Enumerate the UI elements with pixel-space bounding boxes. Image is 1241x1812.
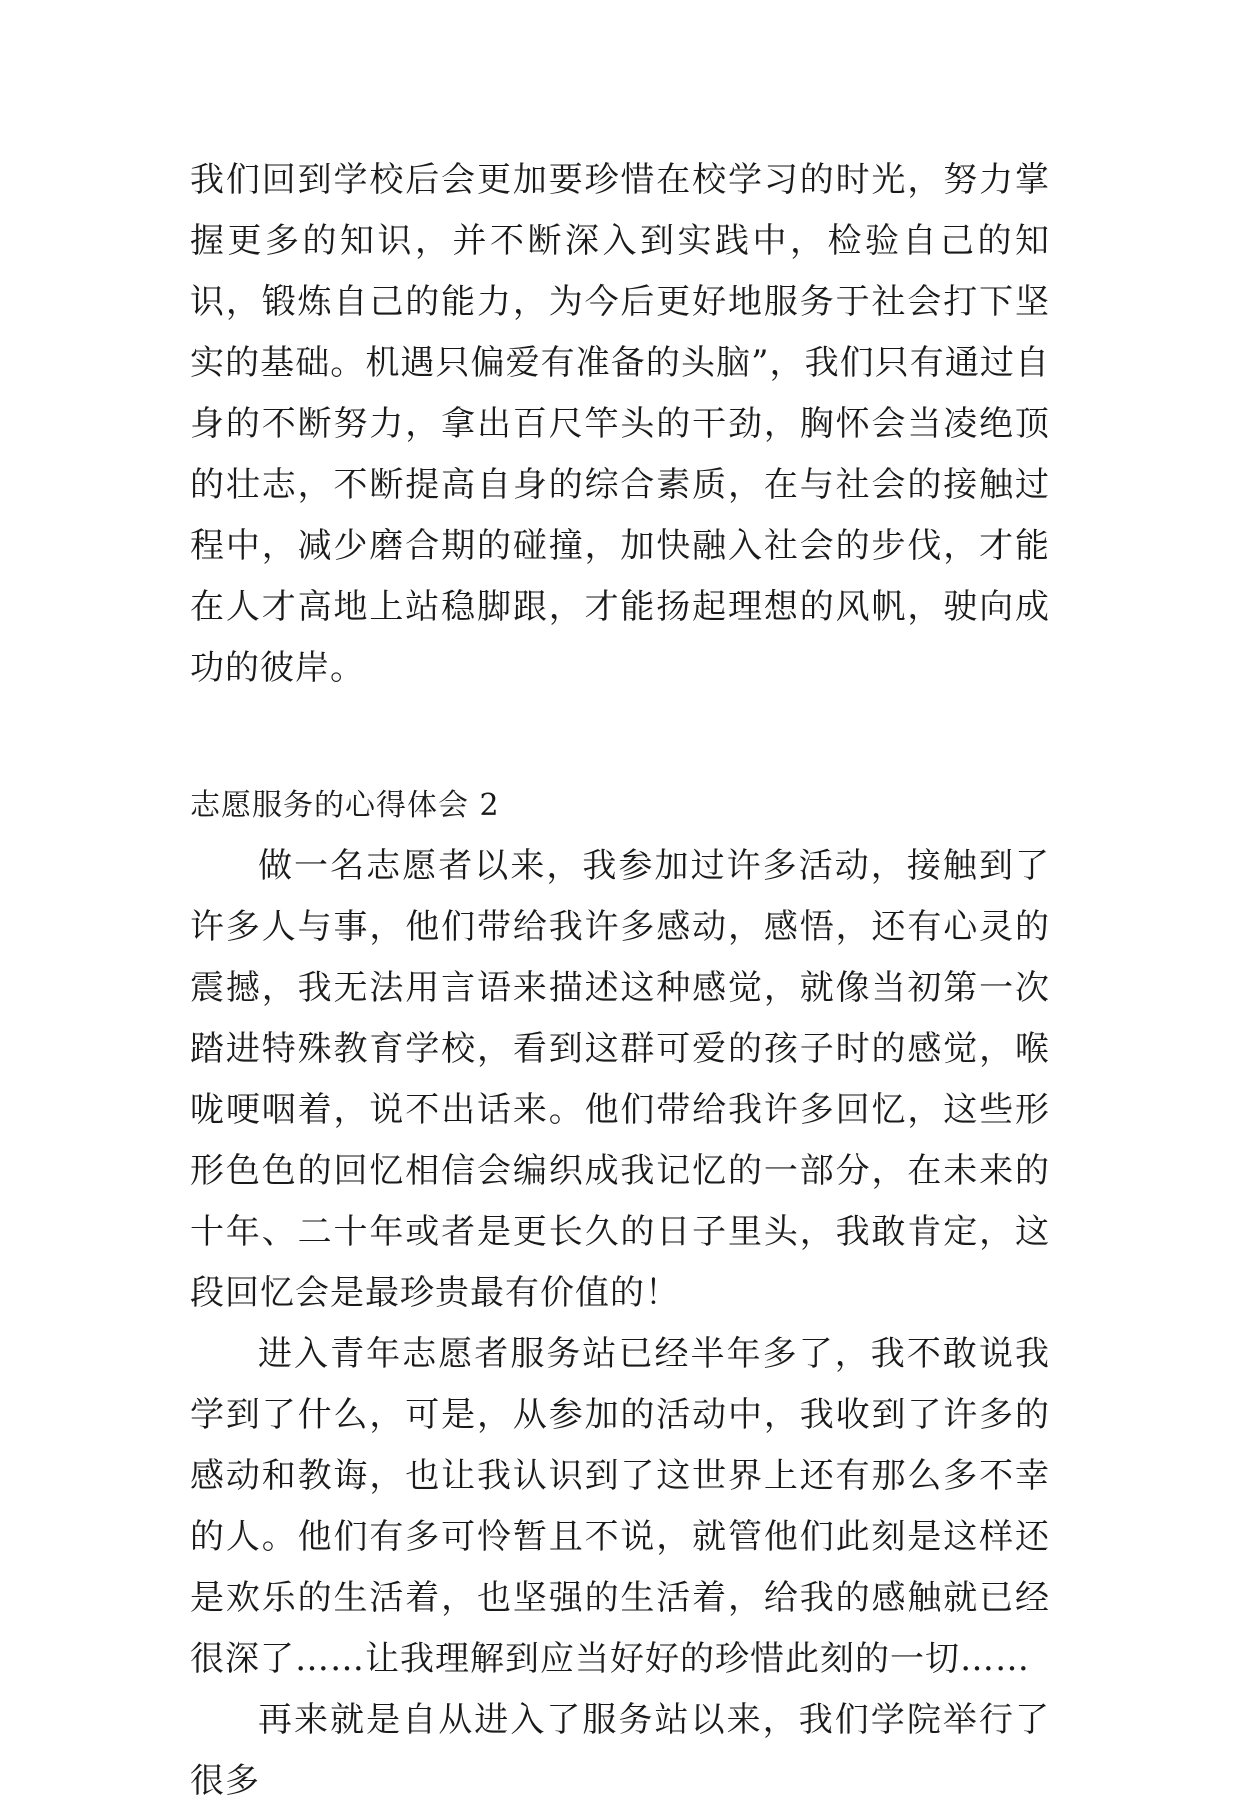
paragraph-4: 再来就是自从进入了服务站以来，我们学院举行了很多	[190, 1700, 1050, 1801]
document-page	[190, 150, 1050, 1812]
paragraph-2: 做一名志愿者以来，我参加过许多活动，接触到了许多人与事，他们带给我许多感动，感悟，还有心灵的震撼，我无法用言语来描述这种感觉，就像当初第一次踏进特殊教育学校，看到这群可爱的孩子时的感觉，喉咙哽咽着，说不出话来。他们带给我许多回忆，这些形形色色的回忆相信会编织成我记忆的一部分，在未来的十年、二十年或者是更长久的日子里头，我敢肯定，这段回忆会是最珍贵最有价值的！	[190, 846, 1050, 1313]
section-title: 志愿服务的心得体会 2	[190, 788, 500, 823]
section-gap	[190, 699, 1050, 775]
paragraph-1: 我们回到学校后会更加要珍惜在校学习的时光，努力掌握更多的知识，并不断深入到实践中，检验自己的知识，锻炼自己的能力，为今后更好地服务于社会打下坚实的基础。机遇只偏爱有准备的头脑”，我们只有通过自身的不断努力，拿出百尺竿头的干劲，胸怀会当凌绝顶的壮志，不断提高自身的综合素质，在与社会的接触过程中，减少磨合期的碰撞，加快融入社会的步伐，才能在人才高地上站稳脚跟，才能扬起理想的风帆，驶向成功的彼岸。	[190, 160, 1050, 688]
paragraph-3: 进入青年志愿者服务站已经半年多了，我不敢说我学到了什么，可是，从参加的活动中，我收到了许多的感动和教诲，也让我认识到了这世界上还有那么多不幸的人。他们有多可怜暂且不说，就管他们此刻是这样还是欢乐的生活着，也坚强的生活着，给我的感触就已经很深了……让我理解到应当好好的珍惜此刻的一切……	[190, 1334, 1050, 1679]
